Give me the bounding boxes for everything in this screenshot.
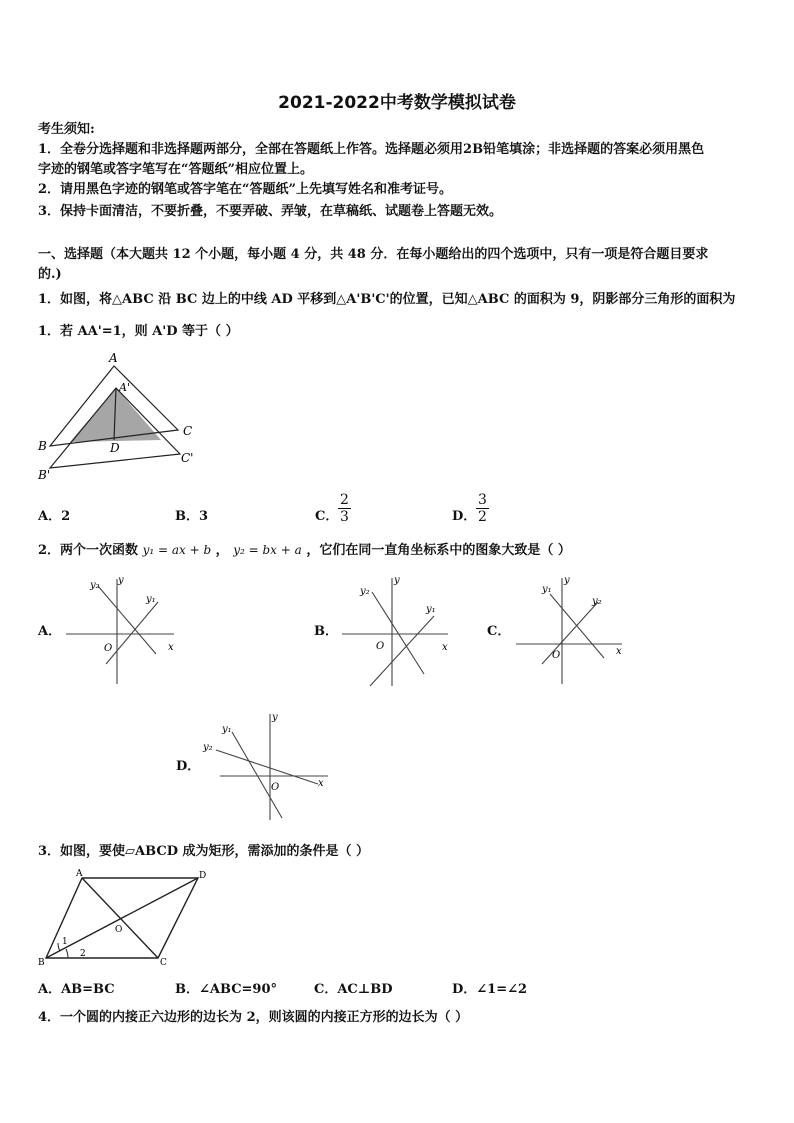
graph-d [200, 710, 334, 822]
notice-heading: 考生须知: [38, 122, 95, 137]
question-1-figure [30, 350, 210, 485]
q3-option-d[interactable]: D．∠1=∠2 [452, 982, 528, 997]
fig-label: D [199, 871, 207, 881]
graph-label-y: y [394, 575, 400, 586]
q3-option-b[interactable]: B．∠ABC=90° [175, 982, 278, 997]
question-2-text [38, 540, 571, 561]
fig-label: B' [38, 468, 51, 482]
diagonal-bd [46, 878, 198, 958]
graph-label-y2: y₂ [592, 596, 602, 607]
section-heading: 一、选择题（本大题共 12 个小题，每小题 4 分，共 48 分．在每小题给出的四个选项中，只有一项是符合题目要求 [38, 247, 709, 262]
fig-label: A' [119, 381, 130, 394]
graph-label-o: O [104, 643, 113, 654]
q2-separator: ， [215, 543, 229, 558]
q2-option-b[interactable]: B． [314, 624, 338, 639]
q1-option-d-fraction [476, 492, 489, 525]
q2-prefix: 2．两个一次函数 [38, 543, 139, 558]
graph-label-y1: y₁ [426, 604, 436, 615]
q1-option-c[interactable]: C． [315, 509, 339, 524]
graph-a [62, 574, 180, 686]
page-title: 2021-2022中考数学模拟试卷 [278, 93, 516, 113]
fig-label: 1 [62, 937, 68, 947]
numerator: 3 [478, 492, 487, 508]
fig-label: 2 [80, 949, 86, 959]
notice-item: 3．保持卡面清洁，不要折叠，不要弄破、弄皱，在草稿纸、试题卷上答题无效。 [38, 204, 503, 219]
question-4-text: 4．一个圆的内接正六边形的边长为 2，则该圆的内接正方形的边长为（ ） [38, 1010, 469, 1025]
graph-label-o: O [376, 641, 385, 652]
graph-label-y1: y₁ [146, 594, 156, 605]
graph-label-y2: y₂ [360, 586, 370, 597]
q2-option-d[interactable]: D． [176, 759, 201, 774]
q1-option-b[interactable]: B．3 [175, 509, 209, 524]
graph-label-x: x [168, 642, 174, 653]
numerator: 2 [340, 492, 349, 508]
q1-option-a[interactable]: A．2 [38, 509, 71, 524]
notice-item: 2．请用黑色字迹的钢笔或答字笔在“答题纸”上先填写姓名和准考证号。 [38, 182, 453, 197]
graph-label-x: x [318, 778, 324, 789]
q2-option-c[interactable]: C． [487, 624, 511, 639]
question-3-figure [38, 866, 218, 968]
question-3-text: 3．如图，要使▱ABCD 成为矩形，需添加的条件是（ ） [38, 844, 370, 859]
graph-label-x: x [442, 642, 448, 653]
graph-b [340, 574, 452, 690]
q3-option-c[interactable]: C．AC⊥BD [314, 982, 393, 997]
q2-equation-2: y₂ = bx + a [233, 543, 302, 557]
section-heading-cont: 的.) [38, 267, 62, 282]
fig-label: A [76, 869, 83, 879]
fig-label: O [115, 925, 123, 935]
denominator: 3 [340, 509, 349, 525]
q2-option-a[interactable]: A． [38, 624, 62, 639]
graph-label-y1: y₁ [542, 584, 552, 595]
graph-label-y: y [272, 712, 278, 723]
notice-item: 字迹的钢笔或答字笔写在“答题纸”相应位置上。 [38, 162, 313, 177]
fig-label: B [38, 958, 45, 968]
fig-label: B [38, 439, 47, 453]
question-1-text: 1．如图，将△ABC 沿 BC 边上的中线 AD 平移到△A'B'C'的位置，已知△ABC 的面积为 9，阴影部分三角形的面积为 [38, 292, 736, 307]
graph-label-o: O [552, 650, 561, 661]
graph-label-y: y [564, 575, 570, 586]
graph-label-y2: y₂ [90, 580, 100, 591]
fig-label: C [183, 424, 193, 438]
q1-option-d[interactable]: D． [452, 509, 477, 524]
notice-item: 1．全卷分选择题和非选择题两部分，全部在答题纸上作答。选择题必须用2B铅笔填涂；非选择题的答案必须用黑色 [38, 142, 705, 157]
q1-option-c-fraction [338, 492, 351, 525]
diagonal-ac [82, 878, 158, 958]
question-1-text-cont: 1．若 AA'=1，则 A'D 等于（ ） [38, 324, 239, 339]
fig-label: C' [181, 451, 194, 465]
fig-label: A [109, 351, 118, 365]
graph-label-y1: y₁ [222, 724, 232, 735]
denominator: 2 [478, 509, 487, 525]
graph-label-o: O [271, 782, 280, 793]
graph-c [514, 574, 626, 686]
fig-label: C [160, 958, 167, 968]
graph-label-x: x [616, 646, 622, 657]
graph-label-y2: y₂ [203, 742, 213, 753]
fig-label: D [110, 441, 120, 455]
graph-label-y: y [118, 575, 124, 586]
q3-option-a[interactable]: A．AB=BC [38, 982, 115, 997]
q2-suffix: ，它们在同一直角坐标系中的图象大致是（ ） [306, 543, 571, 558]
q2-equation-1: y₁ = ax + b [142, 543, 212, 557]
